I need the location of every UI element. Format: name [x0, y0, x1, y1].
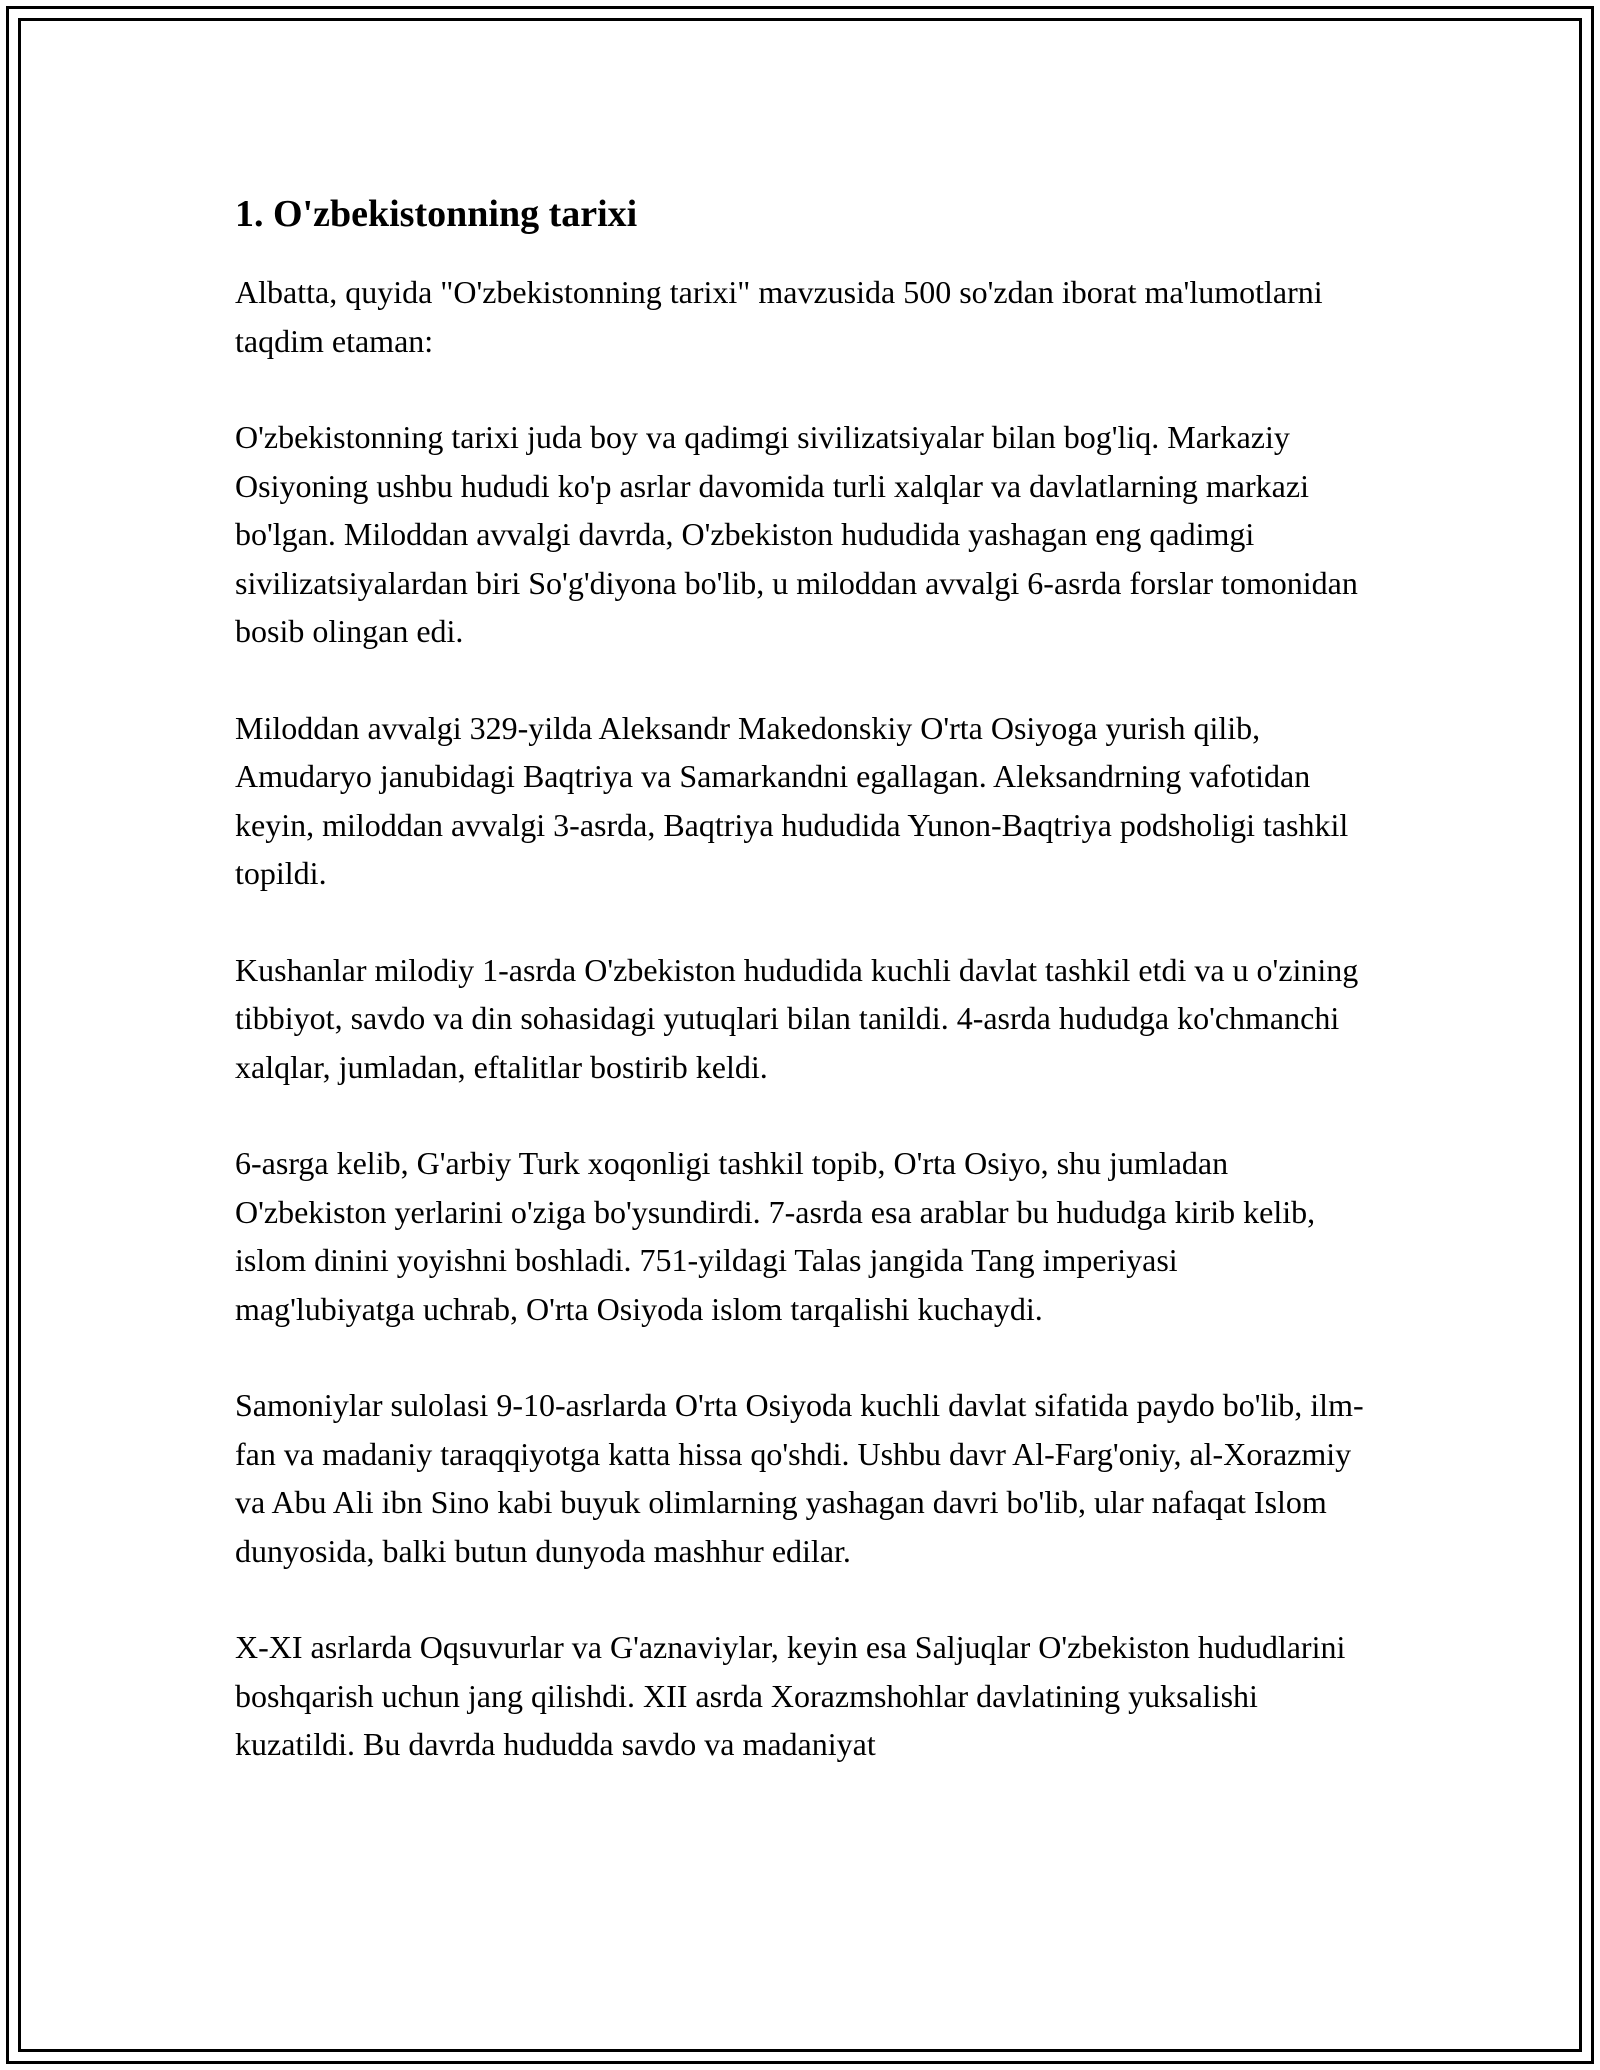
paragraph-alexander: Miloddan avvalgi 329-yilda Aleksandr Makedonskiy O'rta Osiyoga yurish qilib, Amudaryo janubidagi Baqtriya va Samarkandni egallagan. Aleksandrning vafotidan keyin, miloddan avvalgi 3-asrda, Baqtriya hududida Yunon-Baqtriya podsholigi tashkil topildi. — [235, 709, 1349, 891]
page-title: 1. O'zbekistonning tarixi — [235, 193, 638, 235]
document-body — [235, 188, 1365, 1817]
paragraph-kushans: Kushanlar milodiy 1-asrda O'zbekiston hududida kuchli davlat tashkil etdi va u o'zining tibbiyot, savdo va din sohasidagi yutuqlari bilan tanildi. 4-asrda hududga ko'chmanchi xalqlar, jumladan, eftalitlar bostirib keldi. — [235, 951, 1359, 1085]
paragraph-ghaznavids: X-XI asrlarda Oqsuvurlar va G'aznaviylar, keyin esa Saljuqlar O'zbekiston hududlarini boshqarish uchun jang qilishdi. XII asrda Xorazmshohlar davlatining yuksalishi kuzatildi. Bu davrda hududda savdo va madaniyat — [235, 1629, 1346, 1762]
paragraph-turkic-khaganate: 6-asrga kelib, G'arbiy Turk xoqonligi tashkil topib, O'rta Osiyo, shu jumladan O'zbekiston yerlarini o'ziga bo'ysundirdi. 7-asrda esa arablar bu hududga kirib kelib, islom dinini yoyishni boshladi. 751-yildagi Talas jangida Tang imperiyasi mag'lubiyatga uchrab, O'rta Osiyoda islom tarqalishi kuchaydi. — [235, 1145, 1316, 1327]
paragraph-sogdiana: O'zbekistonning tarixi juda boy va qadimgi sivilizatsiyalar bilan bog'liq. Markaziy Osiyoning ushbu hududi ko'p asrlar davomida turli xalqlar va davlatlarning markazi bo'lgan. Miloddan avvalgi davrda, O'zbekiston hududida yashagan eng qadimgi sivilizatsiyalardan biri So'g'diyona bo'lib, u miloddan avvalgi 6-asrda forslar tomonidan bosib olingan edi. — [235, 419, 1358, 649]
paragraph-samanids: Samoniylar sulolasi 9-10-asrlarda O'rta Osiyoda kuchli davlat sifatida paydo bo'lib, ilm-fan va madaniy taraqqiyotga katta hissa qo'shdi. Ushbu davr Al-Farg'oniy, al-Xorazmiy va Abu Ali ibn Sino kabi buyuk olimlarning yashagan davri bo'lib, ular nafaqat Islom dunyosida, balki butun dunyoda mashhur edilar. — [235, 1387, 1364, 1569]
paragraph-intro: Albatta, quyida "O'zbekistonning tarixi" mavzusida 500 so'zdan iborat ma'lumotlarni taqdim etaman: — [235, 274, 1323, 359]
